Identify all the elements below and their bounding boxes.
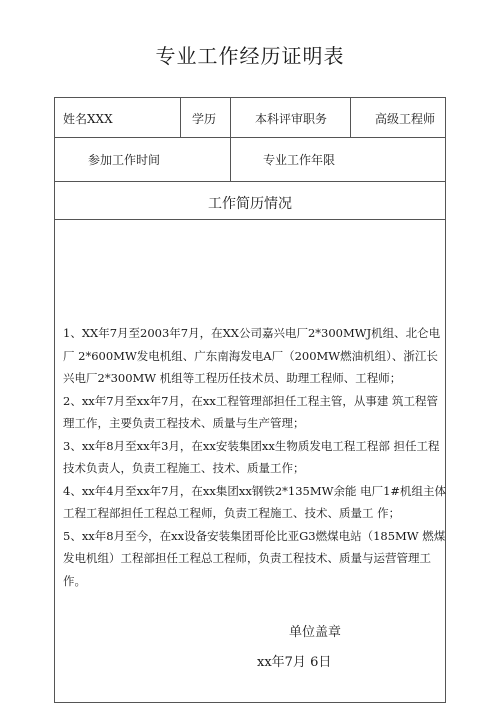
education-label: 学历 <box>192 112 217 126</box>
experience-form <box>54 97 446 703</box>
professional-title-value: 高级工程师 <box>375 112 436 126</box>
section-title: 工作简历情况 <box>208 196 292 212</box>
column-divider <box>230 98 231 181</box>
work-start-label: 参加工作时间 <box>88 153 161 167</box>
column-divider <box>350 98 351 137</box>
work-years-label: 专业工作年限 <box>263 153 336 167</box>
row-divider <box>55 219 445 220</box>
column-divider <box>180 98 181 137</box>
signature-date: xx年7月 6日 <box>257 655 332 670</box>
work-history-text: 1、XX年7月至2003年7月，在XX公司嘉兴电厂2*300MWJ机组、北仑电厂 2*600MW发电机组、广东南海发电A厂（200MW燃油机组）、浙江长兴电厂2*300MW 机组等工程历任技术员、助理工程师、工程师； 2、xx年7月至xx年7月，在xx工程管理部担任工程主管，从事建 筑工程管理工作，主要负责工程技术、质量与生产管理； 3、xx年8月至xx年3月，在xx安装集团xx生物质发电工程工程部 担任工程技术负责人，负责工程施工、技术、质量工作； 4、xx年4月至xx年7月，在xx集团xx钢铁2*135MW余能 电厂1#机组主体工程工程部担任工程总工程师，负责工程施工、技术、质量工 作； 5、xx年8月至今，在xx设备安装集团哥伦比亚G3燃煤电站（185MW 燃煤发电机组）工程部担任工程总工程师，负责工程技术、质量与运营管理工 作。 <box>63 326 447 588</box>
education-value: 本科评审职务 <box>255 112 328 126</box>
row-divider <box>55 181 445 182</box>
page-title: 专业工作经历证明表 <box>155 44 345 68</box>
row-divider <box>55 137 445 138</box>
unit-seal-label: 单位盖章 <box>289 625 342 640</box>
name-cell: 姓名XXX <box>63 112 113 126</box>
